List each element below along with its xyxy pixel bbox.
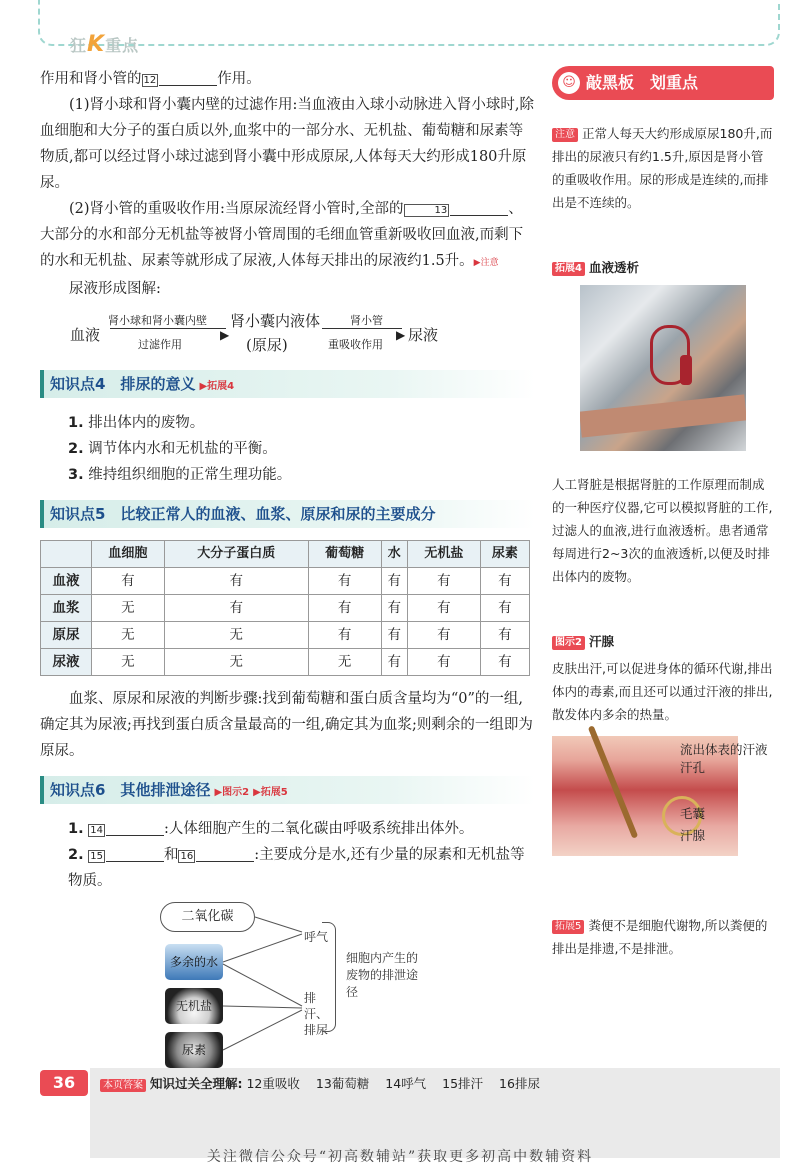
flow-label-top2: 肾小管 — [350, 314, 383, 327]
table-row: 尿液 无 无 无 有 有 有 — [41, 649, 530, 676]
sidebar — [552, 66, 774, 960]
answer-item: 15排汗 — [442, 1076, 484, 1091]
answer-badge: 本页答案 — [100, 1079, 146, 1092]
co2-bubble: 二氧化碳 — [160, 902, 255, 932]
table-row: 原尿 无 无 有 有 有 有 — [41, 622, 530, 649]
flow-title: 尿液形成图解: — [69, 281, 161, 297]
smile-icon: ☺ — [558, 72, 580, 94]
excretion-mindmap — [40, 902, 535, 1077]
label-sweat-out: 流出体表的汗液 — [680, 742, 768, 757]
table-row: 血浆 无 有 有 有 有 有 — [41, 595, 530, 622]
list-item: 1. 14 :人体细胞产生的二氧化碳由呼吸系统排出体外。 — [68, 816, 535, 842]
answer-blank[interactable] — [159, 68, 217, 86]
mindmap-desc: 细胞内产生的废物的排泄途径 — [346, 951, 419, 999]
table-row: 血液 有 有 有 有 有 有 — [41, 568, 530, 595]
page-number: 36 — [40, 1070, 88, 1096]
note-badge: 注意 — [552, 128, 578, 142]
ext5-link[interactable]: ▶拓展5 — [253, 787, 288, 798]
ext4-block: 拓展4 血液透析 人工肾脏是根据肾脏的工作原理而制成的一种医疗仪器,它可以模拟肾脏的工作,过滤人的血液,进行血液透析。患者通常每周进行2~3次的血液透析,以便及时排出体内的废物。 — [552, 256, 774, 588]
fig2-link[interactable]: ▶图示2 — [214, 787, 250, 798]
answer-blank[interactable] — [450, 198, 508, 216]
flow-mid: 肾小囊内液体 — [230, 312, 321, 330]
flow-label-bottom1: 过滤作用 — [138, 338, 182, 351]
water-image: 多余的水 — [165, 944, 223, 980]
main-column — [40, 66, 535, 1077]
flow-label-bottom2: 重吸收作用 — [328, 338, 383, 351]
k6-list — [40, 816, 535, 894]
answer-line: 本页答案 知识过关全理解: 12重吸收 13葡萄糖 14呼气 15排汗 16排尿 — [100, 1074, 552, 1092]
label-follicle: 毛囊 — [680, 806, 706, 821]
table-header-row: 血细胞 大分子蛋白质 葡萄糖 水 无机盐 尿素 — [41, 541, 530, 568]
salt-image: 无机盐 — [165, 988, 223, 1024]
answer-blank[interactable] — [196, 844, 254, 862]
ext5-badge: 拓展5 — [552, 920, 584, 934]
footer-text: 关注微信公众号“初高数辅站”获取更多初高中数辅资料 — [206, 1149, 594, 1165]
flow-blood: 血液 — [70, 326, 101, 344]
fig2-badge: 图示2 — [552, 636, 585, 650]
paragraph-reabsorption: (2)肾小管的重吸收作用:当原尿流经肾小管时,全部的 13 、大部分的水和部分无机盐等被肾小管周围的毛细血管重新吸收回血液,而剩下的水和无机盐、尿素等就形成了尿液,人体每天排出的尿液约1.5升。▶注意 — [40, 196, 535, 276]
mindmap-connectors — [40, 902, 340, 1077]
sidebar-banner: ☺ 敲黑板 划重点 — [552, 66, 774, 100]
top-frame — [38, 0, 780, 46]
ext5-block: 拓展5 粪便不是细胞代谢物,所以粪便的排出是排遗,不是排泄。 — [552, 918, 768, 956]
answer-blank[interactable] — [106, 844, 164, 862]
composition-table — [40, 540, 530, 676]
dialysis-photo — [580, 285, 746, 451]
section-header-k4: 知识点4 排尿的意义 ▶拓展4 — [40, 370, 535, 398]
list-item: 1. 排出体内的废物。 — [68, 415, 205, 431]
flow-label-top1: 肾小球和肾小囊内壁 — [108, 314, 207, 327]
ext4-link[interactable]: ▶拓展4 — [199, 381, 235, 392]
paragraph-filtration: (1)肾小球和肾小囊内壁的过滤作用:当血液由入球小动脉进入肾小球时,除血细胞和大分子的蛋白质以外,血浆中的一部分水、无机盐、葡萄糖和尿素等物质,都可以经过肾小球过滤到肾小囊中形成原尿,人体每天大约形成180升原尿。 — [40, 97, 535, 191]
sweat-label: 排汗、排尿 — [304, 991, 329, 1037]
urine-formation-diagram: 血液 肾小球和肾小囊内壁 ▶ 过滤作用 肾小囊内液体 (原尿) 肾小管 ▶ 重吸收作用 尿液 — [70, 308, 535, 358]
list-item: 2. 调节体内水和无机盐的平衡。 — [68, 441, 277, 457]
flow-urine: 尿液 — [408, 326, 439, 344]
intro-line: 作用和肾小管的 12 作用。 — [40, 66, 535, 92]
answer-item: 16排尿 — [499, 1076, 540, 1091]
breath-label: 呼气 — [304, 930, 329, 944]
answer-item: 12重吸收 — [246, 1076, 300, 1091]
answer-item: 13葡萄糖 — [315, 1076, 370, 1091]
flow-mid-sub: (原尿) — [246, 336, 288, 354]
brace — [322, 922, 336, 1032]
answer-blank[interactable] — [106, 818, 164, 836]
note-link[interactable]: ▶注意 — [473, 258, 499, 268]
list-item: 3. 维持组织细胞的正常生理功能。 — [68, 467, 292, 483]
header-logo: 狂K重点 — [70, 32, 140, 57]
urea-image: 尿素 — [165, 1032, 223, 1068]
section-header-k5: 知识点5 比较正常人的血液、血浆、原尿和尿的主要成分 — [40, 500, 535, 528]
label-gland: 汗腺 — [680, 828, 706, 843]
k4-list — [40, 410, 535, 488]
label-pore: 汗孔 — [680, 760, 706, 775]
ext4-badge: 拓展4 — [552, 262, 585, 276]
paragraph-judge: 血浆、原尿和尿液的判断步骤:找到葡萄糖和蛋白质含量均为“0”的一组,确定其为尿液;再找到蛋白质含量最高的一组,确定其为血浆;则剩余的一组即为原尿。 — [40, 691, 533, 759]
note-block: 注意 正常人每天大约形成原尿180升,而排出的尿液只有约1.5升,原因是肾小管的重吸收作用。尿的形成是连续的,而排出是不连续的。 — [552, 126, 773, 210]
fig2-text: 皮肤出汗,可以促进身体的循环代谢,排出体内的毒素,而且还可以通过汗液的排出,散发体内多余的热量。 — [552, 661, 773, 722]
answer-item: 14呼气 — [385, 1076, 427, 1091]
fig2-block: 图示2 汗腺 皮肤出汗,可以促进身体的循环代谢,排出体内的毒素,而且还可以通过汗液的排出,散发体内多余的热量。 流出体表的汗液 汗孔 毛囊 汗腺 — [552, 630, 774, 856]
list-item: 2. 15 和 16 :主要成分是水,还有少量的尿素和无机盐等物质。 — [40, 842, 535, 894]
ext4-text: 人工肾脏是根据肾脏的工作原理而制成的一种医疗仪器,它可以模拟肾脏的工作,过滤人的血液,进行血液透析。患者通常每周进行2~3次的血液透析,以便及时排出体内的废物。 — [552, 477, 773, 584]
section-header-k6: 知识点6 其他排泄途径 ▶图示2 ▶拓展5 — [40, 776, 535, 804]
